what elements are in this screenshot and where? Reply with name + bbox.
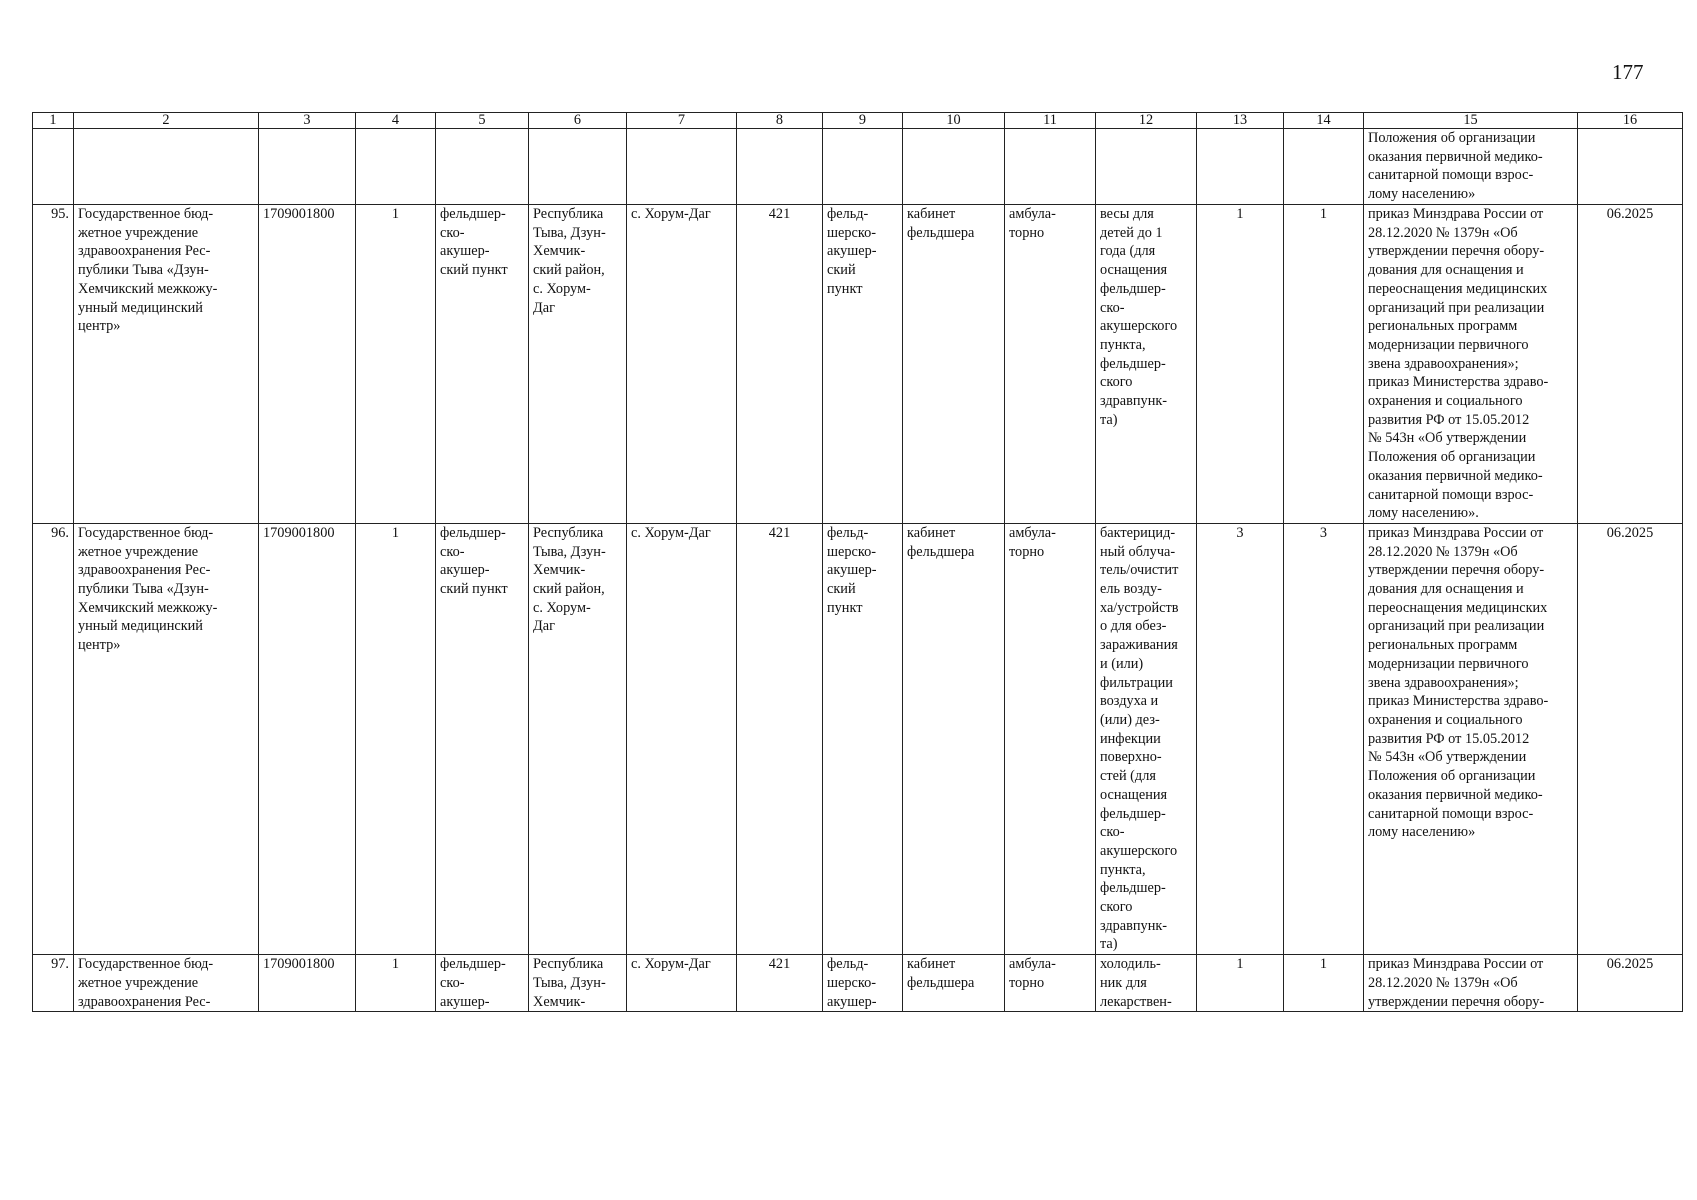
need-cell: 3 xyxy=(1197,523,1284,954)
column-header: 10 xyxy=(903,113,1005,129)
population-cell: 421 xyxy=(737,523,823,954)
code-cell: 1709001800 xyxy=(259,205,356,524)
legal-basis-cell: приказ Минздрава России от 28.12.2020 № 1379н «Об утверждении перечня обору- xyxy=(1364,955,1578,1012)
column-header: 7 xyxy=(627,113,737,129)
facility-type-cell: фельдшер- ско- акушер- ский пункт xyxy=(436,205,529,524)
units-cell: 1 xyxy=(356,955,436,1012)
organization-cell: Государственное бюд- жетное учреждение здравоохранения Рес- публики Тыва «Дзун- Хемчикский межкожу- унный медицинский центр» xyxy=(74,523,259,954)
row-number: 95. xyxy=(33,205,74,524)
need-cell: 1 xyxy=(1197,205,1284,524)
facility-type-cell: фельдшер- ско- акушер- xyxy=(436,955,529,1012)
table-row xyxy=(33,523,1683,954)
table-row xyxy=(33,955,1683,1012)
code-cell: 1709001800 xyxy=(259,523,356,954)
page-number: 177 xyxy=(1612,60,1644,84)
address-cell: Республика Тыва, Дзун- Хемчик- ский район, с. Хорум- Даг xyxy=(529,523,627,954)
date-cell: 06.2025 xyxy=(1578,955,1683,1012)
organization-cell: Государственное бюд- жетное учреждение здравоохранения Рес- публики Тыва «Дзун- Хемчикский межкожу- унный медицинский центр» xyxy=(74,205,259,524)
legal-basis-cell: приказ Минздрава России от 28.12.2020 № 1379н «Об утверждении перечня обору- дования для оснащения и переоснащения медицинских организаций при реализации региональных программ модернизации первичного звена здравоохранения»; приказ Министерства здраво- охранения и социального развития РФ от 15.05.2012 № 543н «Об утверждении Положения об организации оказания первичной медико- санитарной помощи взрос- лому населению» xyxy=(1364,523,1578,954)
locality-cell: с. Хорум-Даг xyxy=(627,523,737,954)
continuation-row xyxy=(33,129,1683,205)
care-form-cell: амбула- торно xyxy=(1005,205,1096,524)
equipment-cell: весы для детей до 1 года (для оснащения фельдшер- ско- акушерского пункта, фельдшер- ского здравпунк- та) xyxy=(1096,205,1197,524)
row-number: 97. xyxy=(33,955,74,1012)
equipment-cell: бактерицид- ный облуча- тель/очистит ель возду- ха/устройств о для обез- зараживания и (или) фильтрации воздуха и (или) дез- инфекции поверхно- стей (для оснащения фельдшер- ско- акушерского пункта, фельдшер- ского здравпунк- та) xyxy=(1096,523,1197,954)
address-cell: Республика Тыва, Дзун- Хемчик- xyxy=(529,955,627,1012)
equipment-table xyxy=(32,112,1683,1012)
locality-cell: с. Хорум-Даг xyxy=(627,955,737,1012)
need-cell: 1 xyxy=(1197,955,1284,1012)
column-header: 6 xyxy=(529,113,627,129)
date-cell: 06.2025 xyxy=(1578,205,1683,524)
population-cell: 421 xyxy=(737,955,823,1012)
column-header: 13 xyxy=(1197,113,1284,129)
column-header: 14 xyxy=(1284,113,1364,129)
room-cell: кабинет фельдшера xyxy=(903,523,1005,954)
room-cell: кабинет фельдшера xyxy=(903,955,1005,1012)
planned-cell: 1 xyxy=(1284,205,1364,524)
column-header: 15 xyxy=(1364,113,1578,129)
date-cell: 06.2025 xyxy=(1578,523,1683,954)
facility-type-cell: фельдшер- ско- акушер- ский пункт xyxy=(436,523,529,954)
planned-cell: 3 xyxy=(1284,523,1364,954)
column-header: 11 xyxy=(1005,113,1096,129)
column-header: 9 xyxy=(823,113,903,129)
room-cell: кабинет фельдшера xyxy=(903,205,1005,524)
unit-type-cell: фельд- шерско- акушер- ский пункт xyxy=(823,523,903,954)
table-row xyxy=(33,205,1683,524)
column-header: 8 xyxy=(737,113,823,129)
care-form-cell: амбула- торно xyxy=(1005,955,1096,1012)
column-header: 4 xyxy=(356,113,436,129)
units-cell: 1 xyxy=(356,523,436,954)
unit-type-cell: фельд- шерско- акушер- xyxy=(823,955,903,1012)
unit-type-cell: фельд- шерско- акушер- ский пункт xyxy=(823,205,903,524)
code-cell: 1709001800 xyxy=(259,955,356,1012)
row-number: 96. xyxy=(33,523,74,954)
column-header: 16 xyxy=(1578,113,1683,129)
legal-basis-cell: Положения об организации оказания первичной медико- санитарной помощи взрос- лому населению» xyxy=(1364,129,1578,205)
column-header: 2 xyxy=(74,113,259,129)
equipment-cell: холодиль- ник для лекарствен- xyxy=(1096,955,1197,1012)
care-form-cell: амбула- торно xyxy=(1005,523,1096,954)
planned-cell: 1 xyxy=(1284,955,1364,1012)
units-cell: 1 xyxy=(356,205,436,524)
column-header: 5 xyxy=(436,113,529,129)
column-number-row xyxy=(33,113,1683,129)
address-cell: Республика Тыва, Дзун- Хемчик- ский район, с. Хорум- Даг xyxy=(529,205,627,524)
locality-cell: с. Хорум-Даг xyxy=(627,205,737,524)
organization-cell: Государственное бюд- жетное учреждение здравоохранения Рес- xyxy=(74,955,259,1012)
population-cell: 421 xyxy=(737,205,823,524)
column-header: 3 xyxy=(259,113,356,129)
legal-basis-cell: приказ Минздрава России от 28.12.2020 № 1379н «Об утверждении перечня обору- дования для оснащения и переоснащения медицинских организаций при реализации региональных программ модернизации первичного звена здравоохранения»; приказ Министерства здраво- охранения и социального развития РФ от 15.05.2012 № 543н «Об утверждении Положения об организации оказания первичной медико- санитарной помощи взрос- лому населению». xyxy=(1364,205,1578,524)
column-header: 1 xyxy=(33,113,74,129)
column-header: 12 xyxy=(1096,113,1197,129)
